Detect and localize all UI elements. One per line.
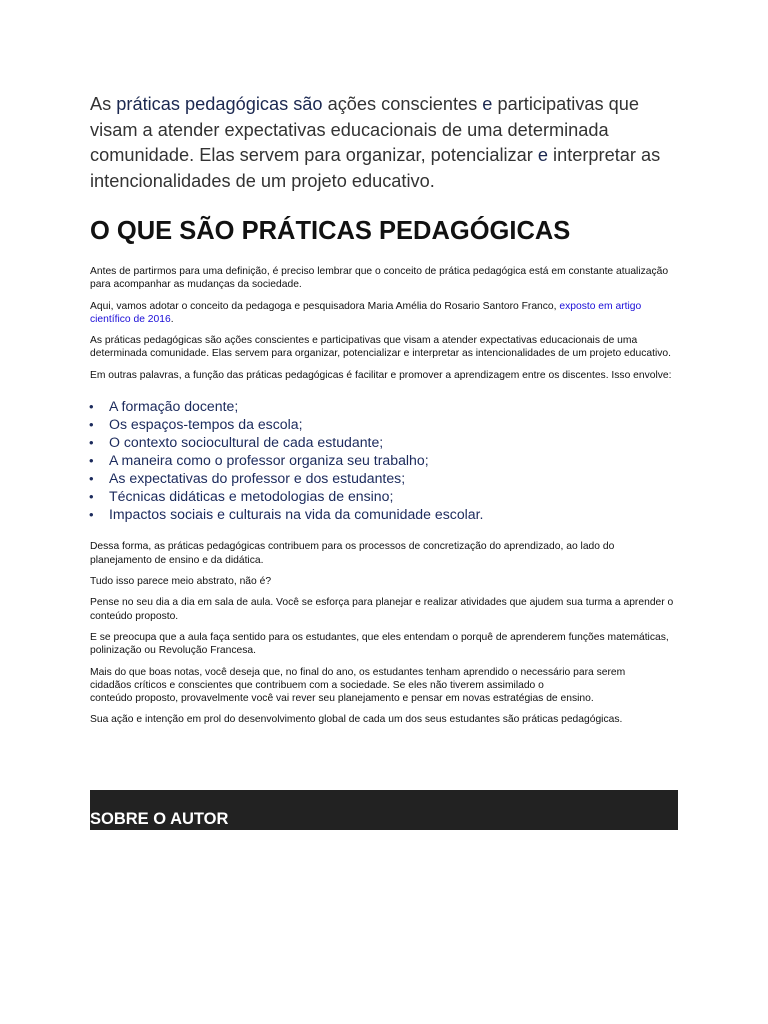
list-item-text: As expectativas do professor e dos estudantes;: [109, 469, 406, 486]
paragraph-intro-definition: Antes de partirmos para uma definição, é preciso lembrar que o conceito de prática pedagógica está em constante atualização para acompanhar as mudanças da sociedade.: [90, 266, 669, 291]
author-section-bar: [90, 790, 678, 830]
paragraph-line: Mais do que boas notas, você deseja que, no final do ano, os estudantes tenham aprendido o necessário para serem: [90, 666, 626, 678]
list-item: [90, 488, 678, 506]
paragraph-concept-source: [90, 300, 678, 327]
bullet-icon: •: [89, 506, 94, 522]
paragraph-classroom: Pense no seu dia a dia em sala de aula. Você se esforça para planejar e realizar atividades que ajudem sua turma a aprender o conteúdo proposto.: [90, 597, 674, 622]
list-item-text: A maneira como o professor organiza seu trabalho;: [109, 451, 429, 468]
paragraph-function: Em outras palavras, a função das práticas pedagógicas é facilitar e promover a aprendizagem entre os discentes. Isso envolve:: [90, 369, 672, 381]
intro-conjunction: e: [537, 145, 548, 165]
paragraph-goals: [90, 666, 678, 706]
paragraph-text: Aqui, vamos adotar o conceito da pedagoga e pesquisadora Maria Amélia do Rosario Santoro Franco,: [90, 300, 560, 312]
list-item-text: Técnicas didáticas e metodologias de ensino;: [109, 487, 394, 504]
list-item: [90, 434, 678, 452]
paragraph-contribution: Dessa forma, as práticas pedagógicas contribuem para os processos de concretização do aprendizado, ao lado do planejamento de ensino e da didática.: [90, 541, 615, 566]
bullet-icon: •: [89, 399, 94, 415]
intro-segment: ações conscientes: [322, 94, 483, 114]
bullet-icon: •: [89, 470, 94, 486]
paragraph-line: conteúdo proposto, provavelmente você vai rever seu planejamento e pensar em novas estratégias de ensino.: [90, 693, 594, 705]
intro-segment: interpretar as intencionalidades de um projeto educativo.: [90, 145, 661, 191]
practices-list: [90, 398, 678, 523]
bullet-icon: •: [89, 416, 94, 432]
bullet-icon: •: [89, 434, 94, 450]
bullet-icon: •: [89, 452, 94, 468]
paragraph-question: Tudo isso parece meio abstrato, não é?: [90, 576, 272, 588]
article-link[interactable]: exposto em artigo científico de 2016: [90, 300, 642, 325]
list-item-text: O contexto sociocultural de cada estudante;: [109, 433, 384, 450]
intro-segment: participativas que visam a atender expectativas educacionais de uma determinada comunidade. Elas servem para organizar, potencializar: [90, 94, 640, 165]
list-item-text: Impactos sociais e culturais na vida da comunidade escolar.: [109, 505, 484, 522]
paragraph-text: .: [170, 313, 174, 325]
intro-highlight: práticas pedagógicas são: [116, 94, 323, 114]
paragraph-line: cidadãos críticos e conscientes que contribuem com a sociedade. Se eles não tiverem assimilado o: [90, 679, 544, 691]
paragraph-definition: As práticas pedagógicas são ações conscientes e participativas que visam a atender expectativas educacionais de uma determinada comunidade. Elas servem para organizar, potencializar e interpretar as intencionalidades de um projeto educativo.: [90, 335, 671, 360]
article-body: [90, 265, 678, 735]
list-item-text: A formação docente;: [109, 398, 239, 415]
intro-segment: As: [90, 94, 117, 114]
list-item: [90, 416, 678, 434]
intro-paragraph: [90, 92, 678, 194]
intro-conjunction: e: [482, 94, 493, 114]
author-section-heading: SOBRE O AUTOR: [90, 810, 229, 828]
section-heading: O QUE SÃO PRÁTICAS PEDAGÓGICAS: [90, 217, 571, 245]
bullet-icon: •: [89, 488, 94, 504]
list-item: [90, 398, 678, 416]
list-item: [90, 506, 678, 524]
list-item: [90, 452, 678, 470]
list-item: [90, 470, 678, 488]
paragraph-meaning: E se preocupa que a aula faça sentido para os estudantes, que eles entendam o porquê de aprenderem funções matemáticas, polinização ou Revolução Francesa.: [90, 631, 669, 657]
paragraph-conclusion: Sua ação e intenção em prol do desenvolvimento global de cada um dos seus estudantes são práticas pedagógicas.: [90, 714, 623, 726]
list-item-text: Os espaços-tempos da escola;: [109, 415, 303, 432]
